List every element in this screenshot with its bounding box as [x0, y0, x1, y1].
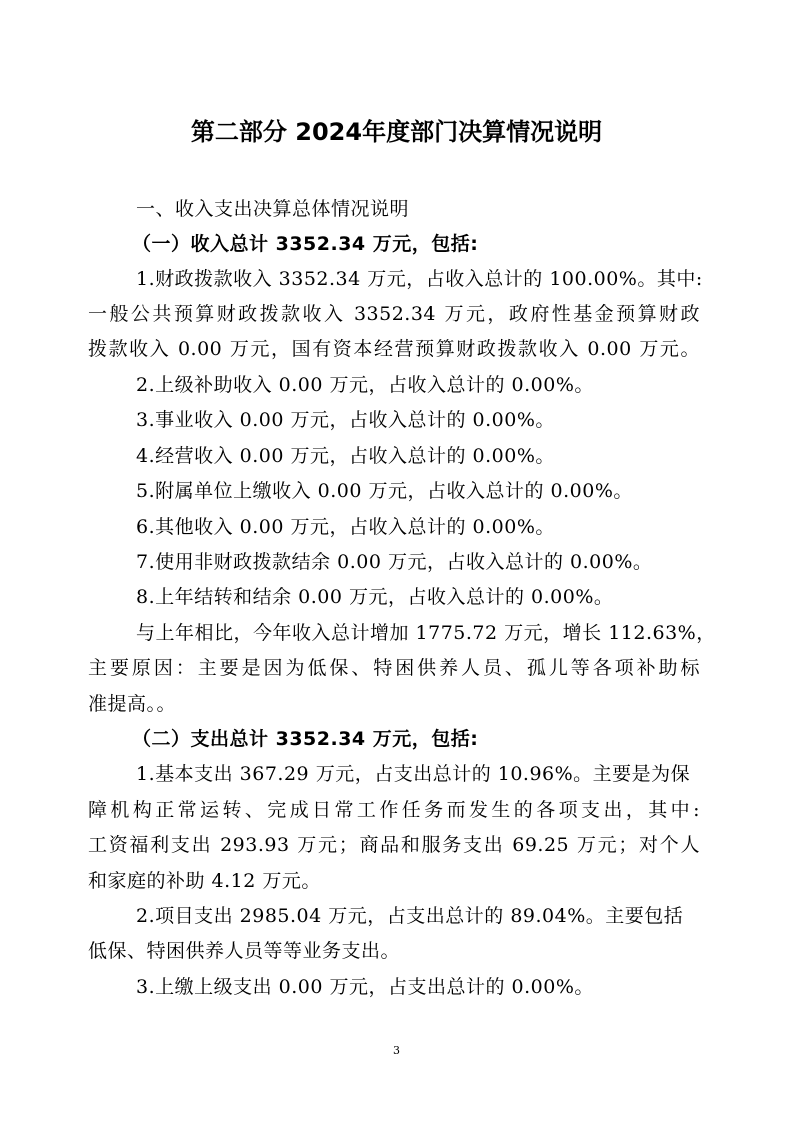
income-item-superior-subsidy: 2.上级补助收入 0.00 万元，占收入总计的 0.00%。 — [136, 374, 594, 396]
expenditure-item-project-line-2: 低保、特困供养人员等等业务支出。 — [88, 940, 401, 962]
income-item-fiscal-allocation-line-3: 拨款收入 0.00 万元，国有资本经营预算财政拨款收入 0.00 万元。 — [88, 338, 700, 360]
expenditure-item-superior-remittance: 3.上缴上级支出 0.00 万元，占支出总计的 0.00%。 — [136, 976, 594, 998]
section-heading-income-expenditure: 一、收入支出决算总体情况说明 — [136, 198, 410, 220]
income-total-heading: （一）收入总计 3352.34 万元，包括: — [132, 233, 479, 255]
income-item-business: 3.事业收入 0.00 万元，占收入总计的 0.00%。 — [136, 409, 555, 431]
income-item-other: 6.其他收入 0.00 万元，占收入总计的 0.00%。 — [136, 516, 555, 538]
income-comparison-line-2: 主要原因：主要是因为低保、特困供养人员、孤儿等各项补助标 — [88, 657, 700, 679]
expenditure-item-basic-line-3: 工资福利支出 293.93 万元；商品和服务支出 69.25 万元；对个人 — [88, 834, 700, 856]
income-item-prior-year-carryover: 8.上年结转和结余 0.00 万元，占收入总计的 0.00%。 — [136, 586, 614, 608]
expenditure-item-basic-line-2: 障机构正常运转、完成日常工作任务而发生的各项支出，其中: — [88, 799, 700, 821]
income-comparison-line-3: 准提高。。 — [88, 693, 177, 715]
expenditure-item-basic-line-1: 1.基本支出 367.29 万元，占支出总计的 10.96%。主要是为保 — [136, 763, 691, 785]
page-number: 3 — [393, 1044, 400, 1057]
income-item-non-fiscal-surplus: 7.使用非财政拨款结余 0.00 万元，占收入总计的 0.00%。 — [136, 551, 653, 573]
expenditure-total-heading: （二）支出总计 3352.34 万元，包括: — [132, 728, 479, 750]
income-comparison-line-1: 与上年相比，今年收入总计增加 1775.72 万元，增长 112.63%， — [136, 622, 716, 644]
income-item-fiscal-allocation-line-1: 1.财政拨款收入 3352.34 万元，占收入总计的 100.00%。其中: — [136, 268, 703, 290]
expenditure-item-basic-line-4: 和家庭的补助 4.12 万元。 — [88, 870, 321, 892]
expenditure-item-project-line-1: 2.项目支出 2985.04 万元，占支出总计的 89.04%。主要包括 — [136, 905, 684, 927]
income-item-operating: 4.经营收入 0.00 万元，占收入总计的 0.00%。 — [136, 445, 555, 467]
income-item-affiliated-units: 5.附属单位上缴收入 0.00 万元，占收入总计的 0.00%。 — [136, 480, 633, 502]
page-title: 第二部分 2024年度部门决算情况说明 — [190, 118, 603, 146]
income-item-fiscal-allocation-line-2: 一般公共预算财政拨款收入 3352.34 万元，政府性基金预算财政 — [88, 303, 700, 325]
